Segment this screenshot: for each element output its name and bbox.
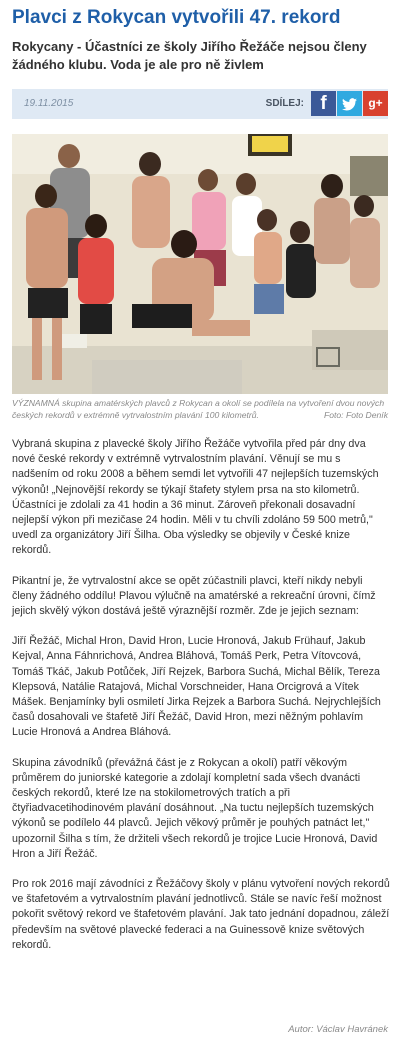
article-date: 19.11.2015 [24,98,74,109]
photo-credit: Foto: Foto Deník [323,410,388,420]
article-body [12,437,390,968]
photo-caption [12,397,388,421]
article-paragraph: Pro rok 2016 mají závodníci z Řežáčovy školy v plánu vytvoření nových rekordů ve štafetovém a vytrvalostním plavání jednotlivců. Stále se navíc řeší možnost pokořit světový rekord ve štafetovém plavání. Jak tato jednání dopadnou, záleží především na světové plavecké federaci a na Guinessově knize světových rekordů. [12,878,390,951]
article-photo[interactable] [12,134,388,394]
googleplus-share-button[interactable] [363,91,388,116]
facebook-share-button[interactable] [311,91,336,116]
swimmers-group-photo [12,134,388,394]
article-author: Autor: Václav Havránek [288,1024,388,1035]
googleplus-icon: g+ [368,96,383,110]
article-paragraph: Pikantní je, že vytrvalostní akce se opět zúčastnili plavci, kteří nikdy nebyli členy žádného oddílu! Plavou výlučně na amatérské a rekreační úrovni, čímž jejich skvělý výkon dostává ještě výraznější rozměr. Zde je jejich seznam: [12,574,376,618]
share-label: SDÍLEJ: [265,98,304,109]
article-paragraph: Vybraná skupina z plavecké školy Jiřího Řežáče vytvořila před pár dny dva nové české rekordy v extrémně vytrvalostním plavání. Věnují se mu s nadšením od roku 2008 a během semdi let vytvořili 47 nejlepších tuzemských výkonů! „Nejnovější rekordy se týkají štafety stylem prsa na sto kilometrů. Účastníci je zdolali za 41 hodin a 36 minut. Zároveň překonali dosavadní nejlepší výkon při mezičase 24 hodin. Měli v tu chvíli zdoláno 59 500 metrů," uvedl za organizátory Jiří Šilha. Oba výsledky se objevily v České knize rekordů. [12,438,379,557]
article-paragraph: Skupina závodníků (převážná část je z Rokycan a okolí) patří věkovým průměrem do juniorské kategorie a zdolají kompletní sada všech dvanácti českých rekordů, které lze na stokilometrových tratích a při čtyřiadvacetihodinovém plavání dosáhnout. „Na tuctu nejlepších tuzemských výkonů se podílelo 44 plavců. Jejich věkový průměr je pouhých patnáct let," upozornil Šilha s tím, že držiteli všech rekordů je trojice Lucie Hronová, David Hron a Jiří Řežáč. [12,756,378,860]
photo-caption-text: VÝZNAMNÁ skupina amatérských plavců z Rokycan a okolí se podílela na vytvoření dvou nových českých rekordů v extrémně vytrvalostním plavání 100 kilometrů. [12,398,385,420]
facebook-icon: f [320,93,327,114]
twitter-share-button[interactable] [337,91,362,116]
article-info-bar [12,89,388,119]
article-perex: Rokycany - Účastníci ze školy Jiřího Řežáče nejsou členy žádného klubu. Voda je ale pro ně živlem [12,39,367,72]
article-paragraph: Jiří Řežáč, Michal Hron, David Hron, Lucie Hronová, Jakub Frühauf, Jakub Kejval, Anna Fáhnrichová, Andrea Bláhová, Tomáš Perk, Petra Vítovcová, Tomáš Tkáč, Jakub Potůček, Jiří Rejzek, Barbora Suchá, Michal Bělík, Tereza Klepsová, Natálie Ratajová, Michal Vorschneider, Hana Orcigrová a Vítek Mášek. Benjamínky byli osmiletí Jirka Rejzek a Barbora Suchá. Nejrychlejších časů dosahovali ve štafetě Jiří Řežáč, David Hron, mezi něžným pohlavím Lucie Hronová a Andrea Bláhová. [12,635,381,739]
twitter-icon [342,96,357,111]
article-title: Plavci z Rokycan vytvořili 47. rekord [12,7,341,28]
